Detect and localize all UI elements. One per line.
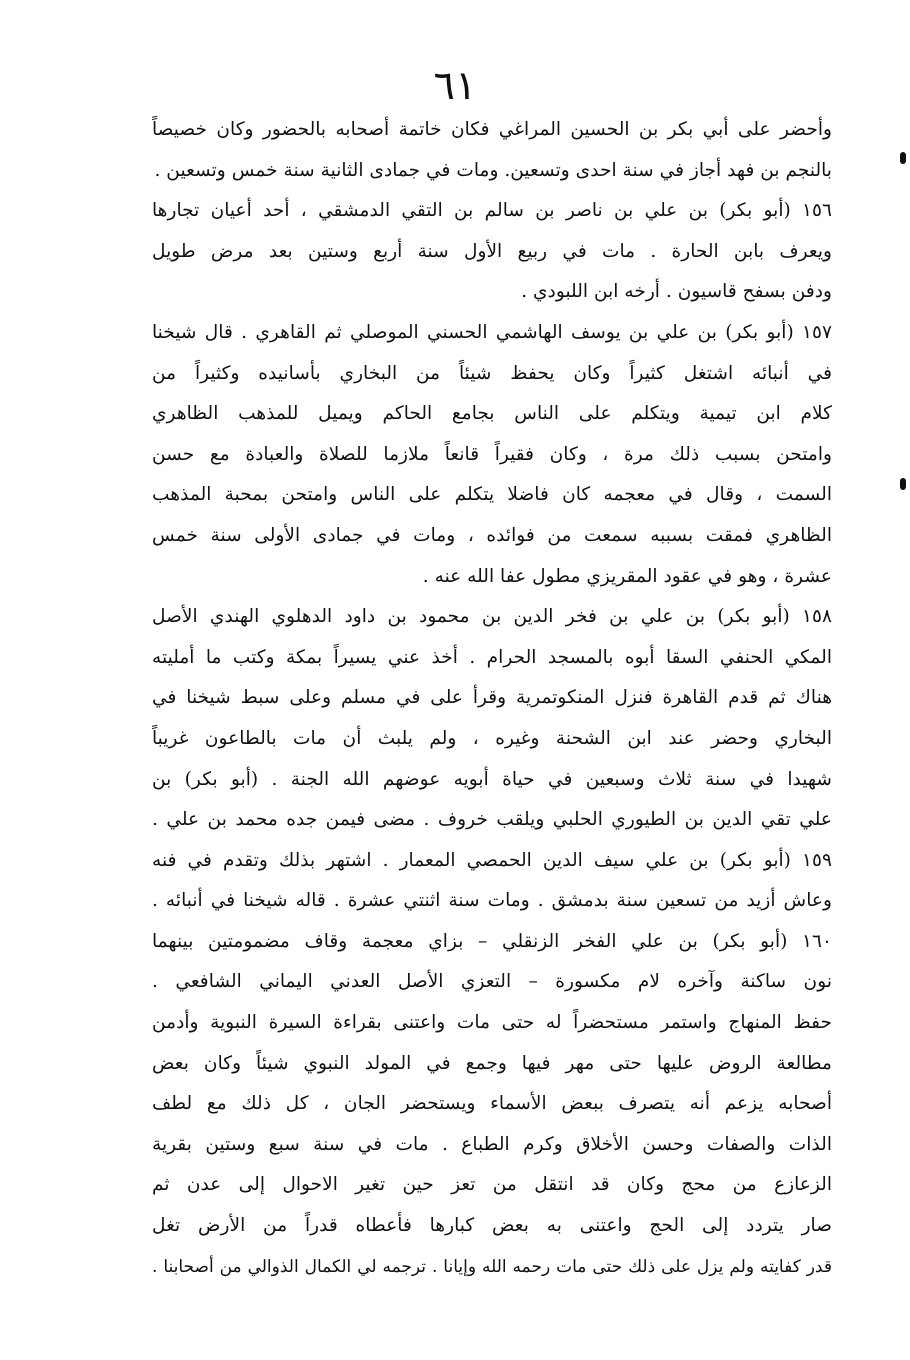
text-line: الظاهري فمقت بسببه سمعت من فوائده ، ومات في جمادى الأولى سنة خمس [152,524,832,546]
text-line: ١٥٦ (أبو بكر) بن علي بن ناصر بن سالم بن التقي الدمشقي ، أحد أعيان تجارها [152,200,832,222]
text-line: الزعازع من محج وكان قد انتقل من تعز حين تغير الاحوال إلى عدن ثم [152,1174,832,1196]
text-line: وأحضر على أبي بكر بن الحسين المراغي فكان خاتمة أصحابه بالحضور وكان خصيصاً [152,119,832,140]
text-line: شهيدا في سنة ثلاث وسبعين في حياة أبويه عوضهم الله الجنة . (أبو بكر) بن [152,768,832,790]
text-line: المكي الحنفي السقا أبوه بالمسجد الحرام . أخذ عني يسيراً بمكة وكتب ما أمليته [152,646,832,668]
margin-mark-bottom [900,478,906,490]
text-line: مطالعة الروض عليها حتى مهر فيها وجمع في المولد النبوي شيئاً وكان بعض [152,1052,832,1074]
text-line: هناك ثم قدم القاهرة فنزل المنكوتمرية وقرأ على في مسلم وعلى سبط شيخنا في [152,687,832,709]
text-line: ودفن بسفح قاسيون . أرخه ابن اللبودي . [521,281,832,303]
text-line: السمت ، وقال في معجمه كان فاضلا يتكلم على الناس وامتحن بمحبة المذهب [152,484,832,506]
text-line: وعاش أزيد من تسعين سنة بدمشق . ومات سنة اثنتي عشرة . قاله شيخنا في أنبائه . [152,890,832,912]
page-number: ٦١ [433,63,477,109]
margin-mark-top [900,152,906,164]
text-line: بالنجم بن فهد أجاز في سنة احدى وتسعين. ومات في جمادى الثانية سنة خمس وتسعين . [154,159,832,181]
body-text [152,110,832,1287]
text-line: ١٦٠ (أبو بكر) بن علي الفخر الزنقلي – بزاي معجمة وقاف مضمومتين بينهما [152,930,832,952]
text-line: البخاري وحضر عند ابن الشحنة وغيره ، ولم يلبث أن مات بالطاعون غريباً [152,727,832,749]
text-line: ١٥٩ (أبو بكر) بن علي سيف الدين الحمصي المعمار . اشتهر بذلك وتقدم في فنه [152,849,832,871]
text-line: في أنبائه اشتغل كثيراً وكان يحفظ شيئاً من البخاري بأسانيده وكثيراً من [152,362,832,384]
text-line: نون ساكنة وآخره لام مكسورة – التعزي الأصل العدني اليماني الشافعي . [152,971,832,993]
text-line: ويعرف بابن الحارة . مات في ربيع الأول سنة أربع وستين بعد مرض طويل [152,240,832,262]
text-line: أصحابه يزعم أنه يتصرف ببعض الأسماء ويستحضر الجان ، كل ذلك مع لطف [152,1093,832,1115]
text-line: صار يتردد إلى الحج واعتنى به بعض كبارها فأعطاه قدراً من الأرض تغل [152,1215,832,1237]
text-line: حفظ المنهاج واستمر مستحضراً له حتى مات واعتنى بقراءة السيرة النبوية وأدمن [152,1012,832,1034]
text-line: وامتحن بسبب ذلك مرة ، وكان فقيراً قانعاً ملازما للصلاة والعبادة مع حسن [152,443,832,465]
text-line: الذات والصفات وحسن الأخلاق وكرم الطباع . مات في سنة سبع وستين بقرية [152,1133,832,1155]
text-line: قدر كفايته ولم يزل على ذلك حتى مات رحمه الله وإيانا . ترجمه لي الكمال الذوالي من أصحابنا . [152,1256,832,1277]
text-line: علي تقي الدين بن الطيوري الحلبي ويلقب خروف . مضى فيمن جده محمد بن علي . [152,809,832,831]
text-line: ١٥٨ (أبو بكر) بن علي بن فخر الدين بن محمود بن داود الدهلوي الهندي الأصل [152,606,832,628]
text-line: عشرة ، وهو في عقود المقريزي مطول عفا الله عنه . [422,565,832,587]
text-line: ١٥٧ (أبو بكر) بن علي بن يوسف الهاشمي الحسني الموصلي ثم القاهري . قال شيخنا [152,321,832,343]
text-line: كلام ابن تيمية ويتكلم على الناس بجامع الحاكم ويميل للمذهب الظاهري [152,403,832,425]
